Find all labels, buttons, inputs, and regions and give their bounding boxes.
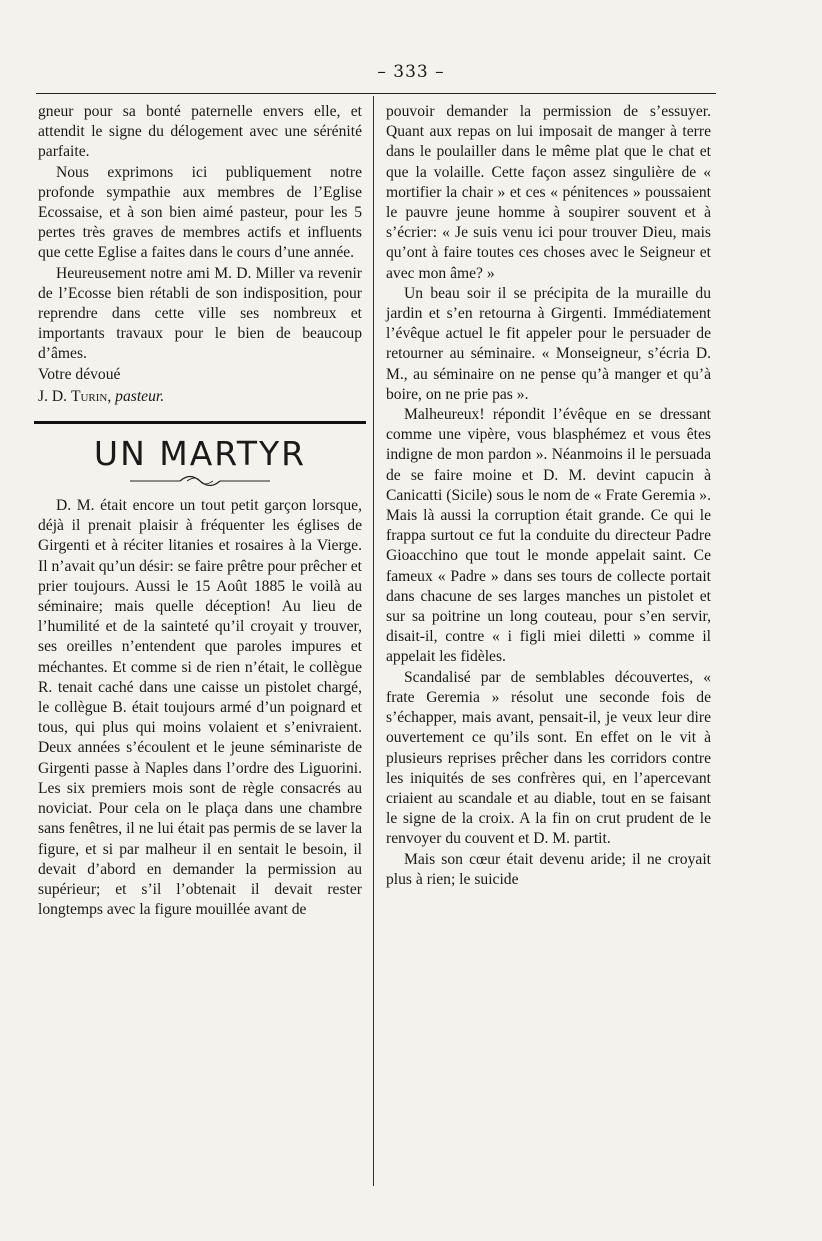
paragraph-continuation-right: pouvoir demander la permission de s’essuyer. Quant aux repas on lui imposait de manger à terre dans le poulailler dans le même plat que le chat et que la volaille. Cette façon assez singulière de « mortifier la chair » et ces « pénitences » poussaient le pauvre jeune homme à soupirer souvent et à s’écrier: « Je suis venu ici pour trouver Dieu, mais qu’ont à faire toutes ces choses avec le Seigneur et avec mon âme? » [386,103,711,282]
article-paragraph: D. M. était encore un tout petit garçon lorsque, déjà il prenait plaisir à fréquenter les églises de Girgenti et à réciter litanies et rosaires à la Vierge. Il n’avait qu’un désir: se faire prêtre pour prêcher et prier toujours. Aussi le 15 Août 1885 le voilà au séminaire; mais quelle déception! Au lieu de l’humilité et de la sainteté qu’il croyait y trouver, ses oreilles n’entendent que paroles impures et méchantes. Et comme si de rien n’était, le collègue R. tenait caché dans une caisse un pistolet chargé, le collègue B. était toujours armé d’un poignard et tous, qui plus qui moins volaient et s’enivraient. Deux années s’écoulent et le jeune séminariste de Girgenti passe à Naples dans l’ordre des Liguorini. Les six premiers mois sont de règle consacrés au noviciat. Pour cela on le plaça dans une chambre sans fenêtres, il ne lui était pas permis de se laver la figure, et si par malheur il en sentait le besoin, il devait d’abord en demander la permission au supérieur; et s’il l’obtenait il devait rester longtemps avec la figure mouillée avant de [38,497,362,919]
header-rule [36,93,716,94]
paragraph-scandal: Scandalisé par de semblables découvertes, « frate Geremia » résolut une seconde fois de s’échapper, mais avant, pensait-il, je veux leur dire ouvertement ce qu’ils sont. En effet on le vit à plusieurs reprises prêcher dans les corridors contre les iniquités de ses confrères qui, en l’apercevant criaient au scandale et au diable, tout en se faisant le signe de la croix. A la fin on crut prudent de le renvoyer du couvent et D. M. partit. [386,668,711,848]
column-divider [373,96,374,1186]
paragraph-continuation: gneur pour sa bonté paternelle envers elle, et attendit le signe du délogement avec une sérénité parfaite. [38,103,362,161]
signature-initials: J. D. [38,387,68,405]
closing-line: Votre dévoué [38,365,121,383]
paragraph-escape: Un beau soir il se précipita de la muraille du jardin et s’en retourna à Girgenti. Immédiatement l’évêque actuel le fit appeler pour le persuader de retourner au séminaire. « Monseigneur, s’écria D. M., au séminaire on ne pense qu’à manger et qu’à boire, on ne prie pas ». [386,284,711,403]
paragraph-sympathy: Nous exprimons ici publiquement notre profonde sympathie aux membres de l’Eglise Ecossaise, et à son bien aimé pasteur, pour les 5 pertes très graves de membres actifs et influents que cette Eglise a faites dans le cours d’une année. [38,163,362,262]
signature-title: pasteur. [115,387,165,405]
page-number: – 333 – [377,62,445,82]
signature-name: Turin, [70,387,112,405]
section-divider [34,421,366,424]
article-title: UN MARTYR [93,434,307,474]
right-column [386,102,711,890]
paragraph-capucin: Malheureux! répondit l’évêque en se dressant comme une vipère, vous blasphémez et vous êtes indigne de mon pardon ». Néanmoins il le persuada de se faire moine et D. M. devint capucin à Canicatti (Sicile) sous le nom de « Frate Geremia ». Mais là aussi la corruption était grande. Ce qui le frappa surtout ce fut la conduite du directeur Padre Gioacchino que tout le monde appelait saint. Ce fameux « Padre » dans ses tours de collecte portait dans chacune de ses larges manches un pistolet et sur sa poitrine un long couteau, pour s’en servir, disait-il, contre « i figli miei diletti » comme il appelait les fidèles. [386,406,711,666]
signature [38,387,362,407]
paragraph-final: Mais son cœur était devenu aride; il ne croyait plus à rien; le suicide [386,850,711,888]
ornament-flourish [125,474,275,486]
paragraph-miller: Heureusement notre ami M. D. Miller va revenir de l’Ecosse bien rétabli de son indisposition, pour reprendre dans cette ville ses nombreux et importants travaux pour le bien de beaucoup d’âmes. [38,264,362,363]
left-column [38,102,362,920]
